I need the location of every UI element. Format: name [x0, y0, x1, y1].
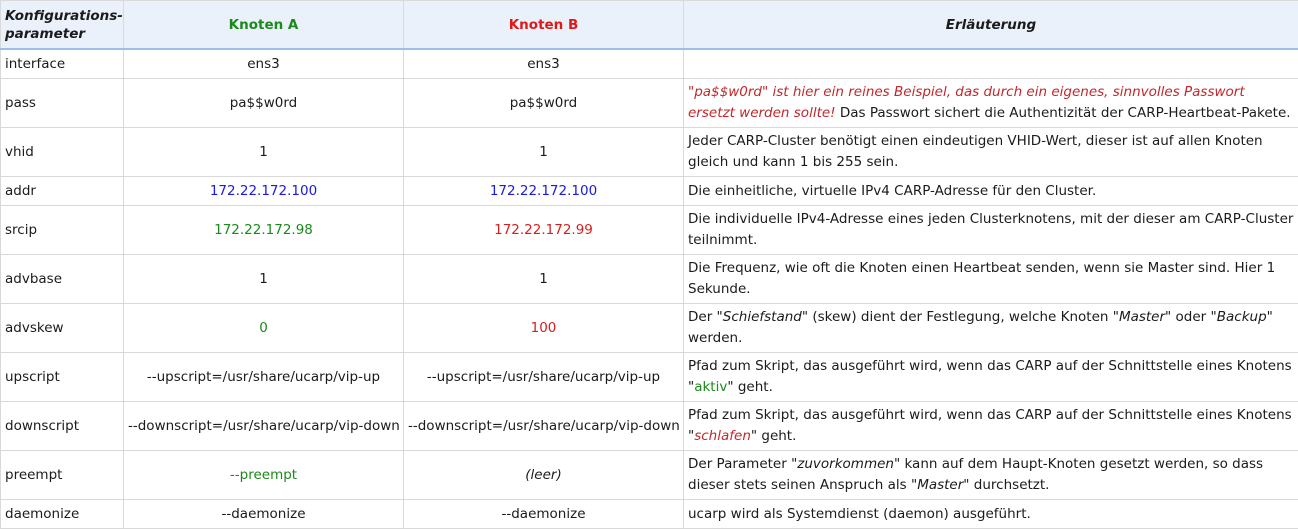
node-a-cell: 1 [124, 128, 404, 177]
explain-emphasis: schlafen [694, 428, 751, 444]
node-a-cell: ens3 [124, 49, 404, 79]
explain-cell [684, 353, 1298, 402]
header-row [1, 1, 1298, 50]
table-row [1, 49, 1298, 79]
node-a-cell: --upscript=/usr/share/ucarp/vip-up [124, 353, 404, 402]
param-cell: upscript [1, 353, 124, 402]
table-row [1, 79, 1298, 128]
explain-cell: ucarp wird als Systemdienst (daemon) ausgeführt. [684, 500, 1298, 529]
node-b-cell: --downscript=/usr/share/ucarp/vip-down [404, 402, 684, 451]
table-row [1, 353, 1298, 402]
explain-cell: Jeder CARP-Cluster benötigt einen eindeutigen VHID-Wert, dieser ist auf allen Knoten gleich und kann 1 bis 255 sein. [684, 128, 1298, 177]
explain-text: " geht. [727, 379, 773, 395]
node-b-cell: 172.22.172.100 [404, 177, 684, 206]
param-cell: pass [1, 79, 124, 128]
node-a-cell: 1 [124, 255, 404, 304]
explain-emphasis: zuvorkommen [797, 456, 894, 472]
table-row [1, 177, 1298, 206]
node-a-cell: 0 [124, 304, 404, 353]
node-a-cell: --daemonize [124, 500, 404, 529]
table-row [1, 206, 1298, 255]
explain-cell [684, 402, 1298, 451]
explain-cell [684, 304, 1298, 353]
param-cell: vhid [1, 128, 124, 177]
explain-emphasis: Master [1119, 309, 1165, 325]
node-b-cell: 1 [404, 255, 684, 304]
explain-emphasis: Master [917, 477, 963, 493]
explain-cell [684, 451, 1298, 500]
node-b-cell: 100 [404, 304, 684, 353]
header-param: Konfigurations-parameter [1, 1, 124, 50]
explain-text: " werden. [688, 309, 1273, 346]
node-a-cell: pa$$w0rd [124, 79, 404, 128]
explain-cell: Die individuelle IPv4-Adresse eines jeden Clusterknotens, mit der dieser am CARP-Cluster teilnimmt. [684, 206, 1298, 255]
param-cell: srcip [1, 206, 124, 255]
explain-emphasis: aktiv [694, 379, 727, 395]
password-warning: "pa$$w0rd" ist hier ein reines Beispiel, das durch ein eigenes, sinnvolles Passwort ersetzt werden sollte! [688, 84, 1245, 121]
explain-text: Pfad zum Skript, das ausgeführt wird, wenn das CARP auf der Schnittstelle eines Knotens " [688, 358, 1292, 395]
explain-cell: Die Frequenz, wie oft die Knoten einen Heartbeat senden, wenn sie Master sind. Hier 1 Sekunde. [684, 255, 1298, 304]
explain-text: " oder " [1165, 309, 1217, 325]
header-node-a: Knoten A [124, 1, 404, 50]
explain-text: Der Parameter " [688, 456, 797, 472]
param-cell: daemonize [1, 500, 124, 529]
table-row [1, 255, 1298, 304]
node-a-cell: --preempt [124, 451, 404, 500]
node-b-cell: --upscript=/usr/share/ucarp/vip-up [404, 353, 684, 402]
explain-text: Das Passwort sichert die Authentizität der CARP-Heartbeat-Pakete. [836, 105, 1291, 121]
explain-emphasis: Schiefstand [723, 309, 802, 325]
table-row [1, 402, 1298, 451]
param-cell: preempt [1, 451, 124, 500]
explain-emphasis: Backup [1217, 309, 1267, 325]
header-explain: Erläuterung [684, 1, 1298, 50]
node-b-cell: ens3 [404, 49, 684, 79]
param-cell: interface [1, 49, 124, 79]
explain-cell [684, 79, 1298, 128]
node-b-cell: 172.22.172.99 [404, 206, 684, 255]
header-node-b: Knoten B [404, 1, 684, 50]
explain-text: " (skew) dient der Festlegung, welche Knoten " [802, 309, 1119, 325]
explain-text: " kann auf dem Haupt-Knoten gesetzt werden, so dass dieser stets seinen Anspruch als " [688, 456, 1263, 493]
node-a-cell: 172.22.172.98 [124, 206, 404, 255]
node-b-cell: --daemonize [404, 500, 684, 529]
explain-cell: Die einheitliche, virtuelle IPv4 CARP-Adresse für den Cluster. [684, 177, 1298, 206]
node-b-cell: pa$$w0rd [404, 79, 684, 128]
explain-text: Pfad zum Skript, das ausgeführt wird, wenn das CARP auf der Schnittstelle eines Knotens " [688, 407, 1292, 444]
table-row [1, 500, 1298, 529]
table-row [1, 451, 1298, 500]
table-row [1, 128, 1298, 177]
param-cell: downscript [1, 402, 124, 451]
node-a-cell: 172.22.172.100 [124, 177, 404, 206]
explain-cell [684, 49, 1298, 79]
explain-text: " durchsetzt. [963, 477, 1049, 493]
node-a-cell: --downscript=/usr/share/ucarp/vip-down [124, 402, 404, 451]
param-cell: advbase [1, 255, 124, 304]
param-cell: advskew [1, 304, 124, 353]
node-b-cell: (leer) [404, 451, 684, 500]
table-row [1, 304, 1298, 353]
explain-text: " geht. [751, 428, 797, 444]
node-b-cell: 1 [404, 128, 684, 177]
param-cell: addr [1, 177, 124, 206]
explain-text: Der " [688, 309, 723, 325]
